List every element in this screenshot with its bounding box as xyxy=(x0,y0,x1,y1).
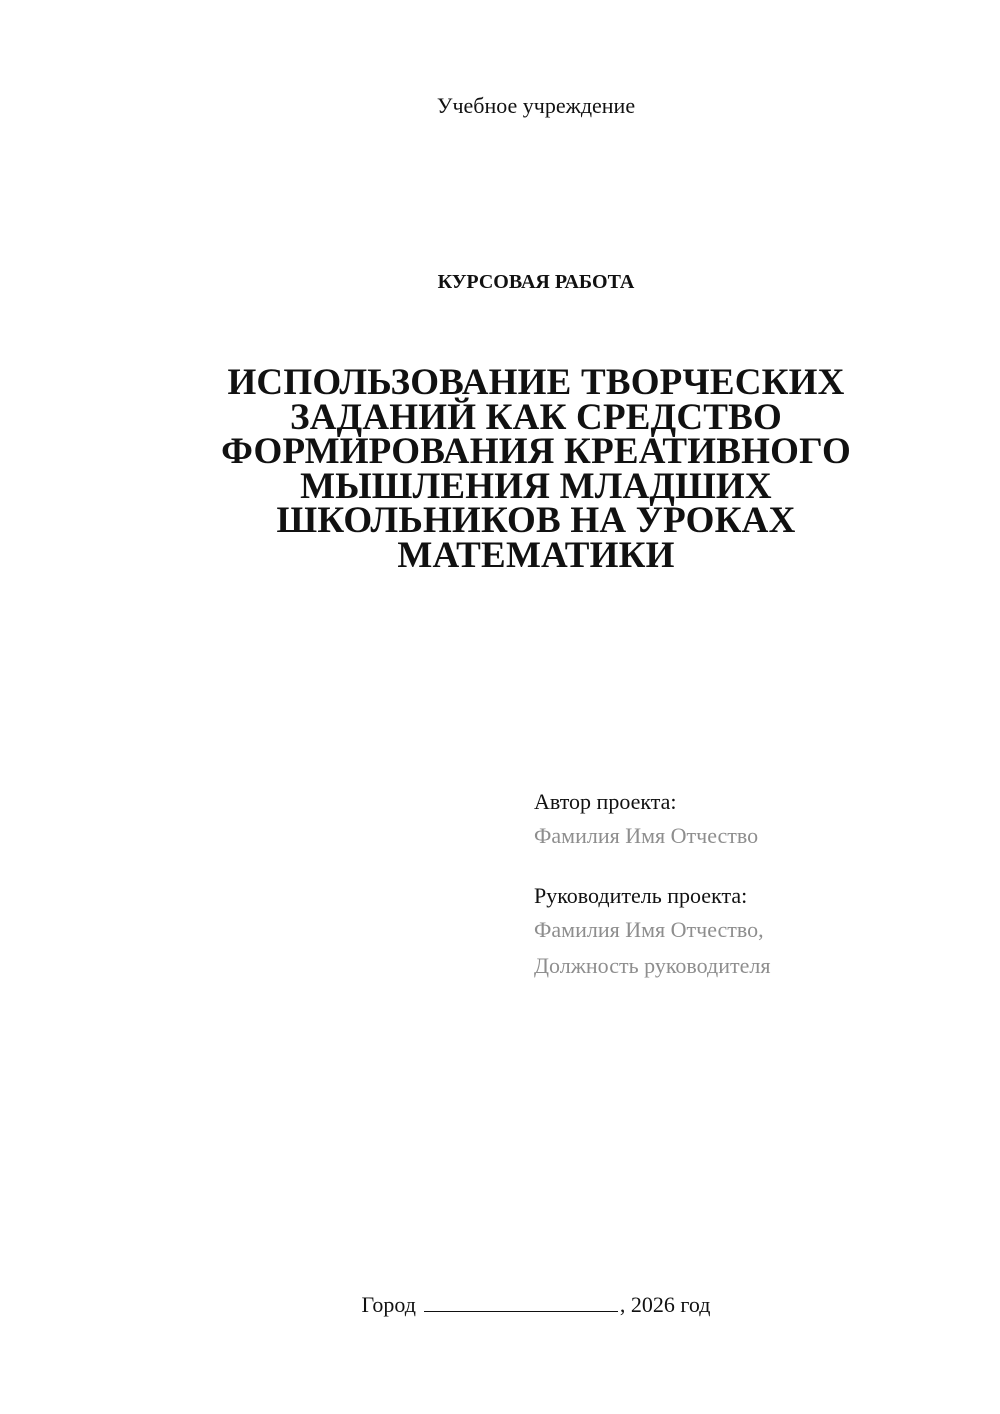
author-label: Автор проекта: xyxy=(534,789,677,814)
title-line: ФОРМИРОВАНИЯ КРЕАТИВНОГО xyxy=(221,431,851,472)
title-line: ЗАДАНИЙ КАК СРЕДСТВО xyxy=(290,396,782,438)
work-type-heading: КУРСОВАЯ РАБОТА xyxy=(437,271,635,293)
year-text: , 2026 год xyxy=(619,1292,711,1317)
supervisor-label: Руководитель проекта: xyxy=(534,883,748,908)
title-line: МЫШЛЕНИЯ МЛАДШИХ xyxy=(300,465,772,507)
title-line: ИСПОЛЬЗОВАНИЕ ТВОРЧЕСКИХ xyxy=(227,362,845,403)
institution-name: Учебное учреждение xyxy=(436,93,636,118)
spacer xyxy=(534,854,964,880)
city-label: Город xyxy=(361,1292,416,1317)
supervisor-name: Фамилия Имя Отчество, xyxy=(534,917,764,942)
project-info xyxy=(534,786,964,984)
title-line: ШКОЛЬНИКОВ НА УРОКАХ xyxy=(276,500,796,541)
supervisor-position: Должность руководителя xyxy=(534,953,771,978)
title-line: МАТЕМАТИКИ xyxy=(397,534,675,576)
city-blank-line xyxy=(424,1291,618,1312)
city-year-line xyxy=(0,1290,1000,1320)
work-title xyxy=(190,362,882,576)
author-name: Фамилия Имя Отчество xyxy=(534,823,759,848)
